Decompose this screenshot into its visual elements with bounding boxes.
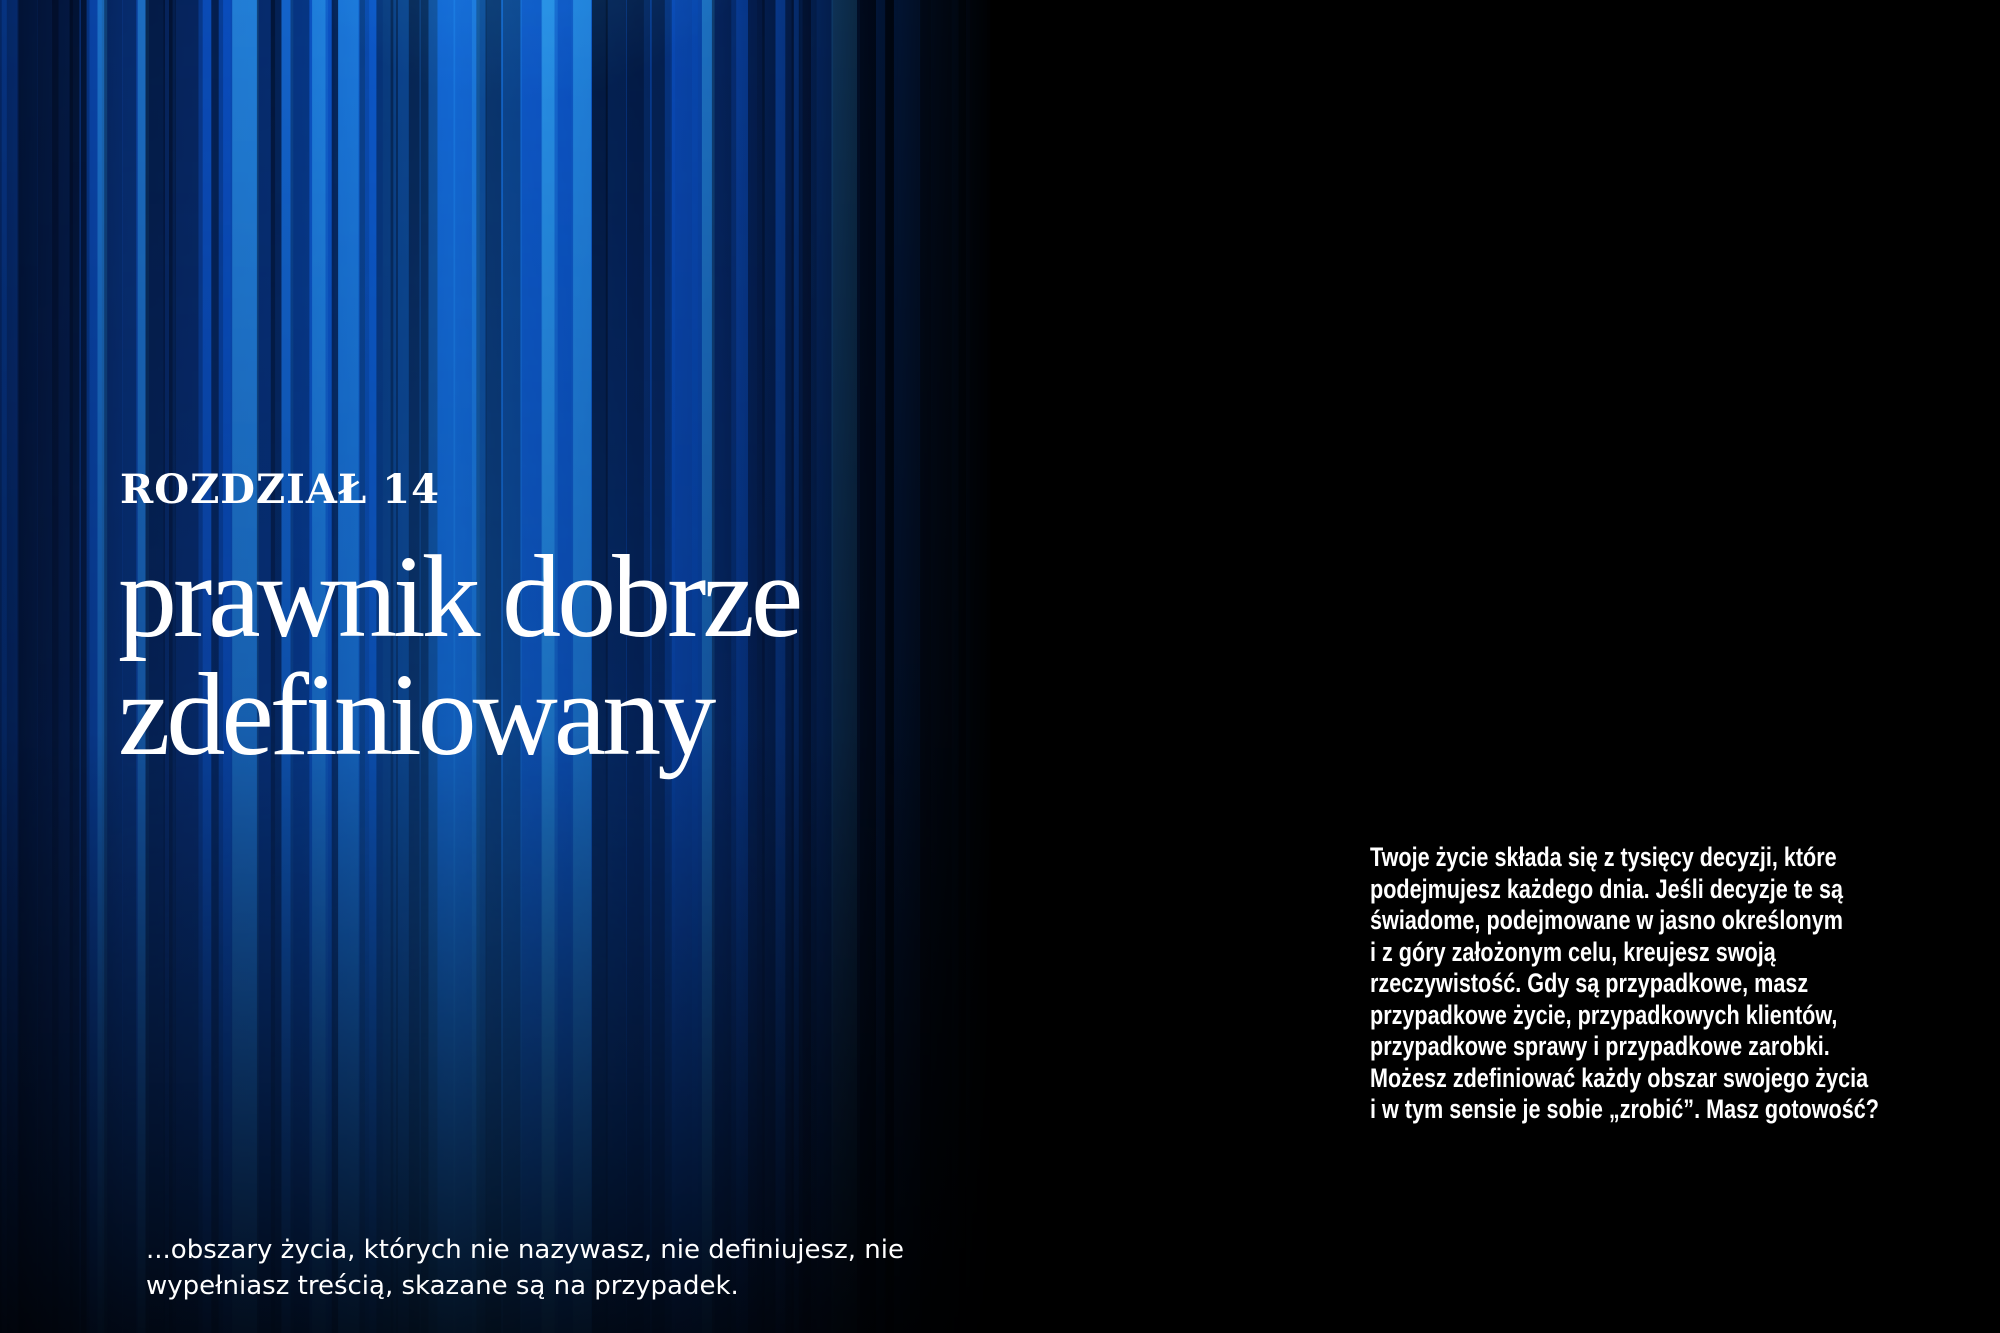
right-page <box>1000 0 2000 1333</box>
intro-line: przypadkowe życie, przypadkowych klientów, <box>1370 999 1838 1030</box>
quote-line: ...obszary życia, których nie nazywasz, nie definiujesz, nie <box>146 1235 904 1265</box>
intro-line: Możesz zdefiniować każdy obszar swojego życia <box>1370 1062 1869 1093</box>
chapter-intro-text <box>1370 842 1879 1126</box>
chapter-title-line: zdefiniowany <box>118 649 713 780</box>
intro-line: rzeczywistość. Gdy są przypadkowe, masz <box>1370 968 1809 998</box>
chapter-title <box>118 531 800 780</box>
intro-line: Twoje życie składa się z tysięcy decyzji, które <box>1370 842 1837 872</box>
intro-line: i z góry założonym celu, kreujesz swoją <box>1370 936 1776 967</box>
intro-line: przypadkowe sprawy i przypadkowe zarobki. <box>1370 1031 1830 1061</box>
intro-line: podejmujesz każdego dnia. Jeśli decyzje te są <box>1370 873 1843 904</box>
intro-line: świadome, podejmowane w jasno określonym <box>1370 905 1843 935</box>
intro-line: i w tym sensie je sobie „zrobić”. Masz gotowość? <box>1370 1094 1879 1124</box>
chapter-quote <box>146 1232 906 1304</box>
chapter-title-line: prawnik dobrze <box>118 531 800 662</box>
chapter-number: ROZDZIAŁ 14 <box>120 466 440 513</box>
quote-line: wypełniasz treścią, skazane są na przypadek. <box>146 1271 739 1301</box>
